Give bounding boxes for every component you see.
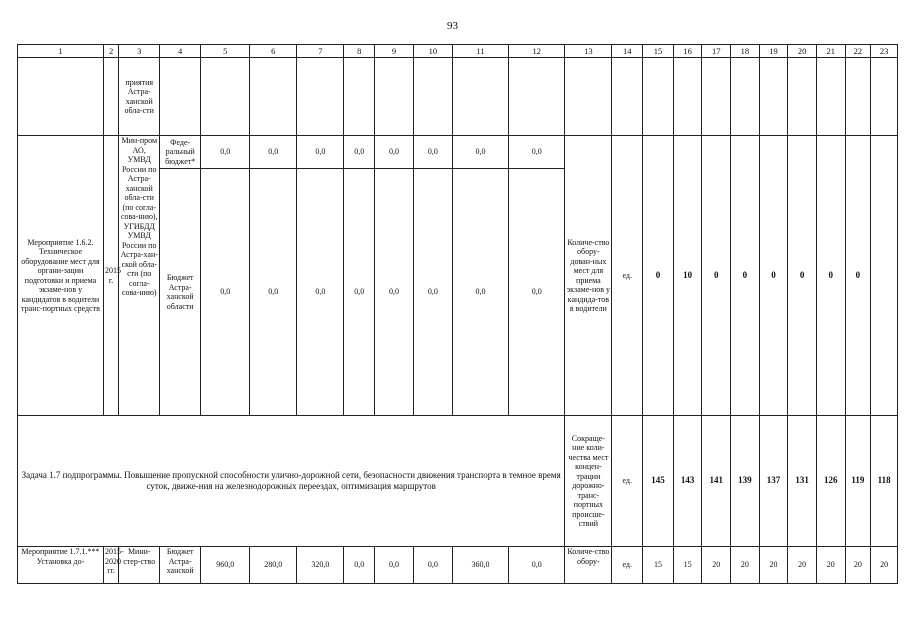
unit-cell: ед.	[612, 136, 643, 416]
col-header: 7	[297, 45, 344, 58]
col-header: 5	[201, 45, 250, 58]
target-cell: 20	[816, 547, 845, 584]
event-cell: Мероприятие 1.6.2. Техническое оборудование мест для органи-зации подготовки и приема экзаме-нов у кандидатов в водители транс-портных средств	[18, 136, 104, 416]
target-cell: 126	[816, 416, 845, 547]
target-cell: 20	[845, 547, 871, 584]
indicator-cell: Сокраще-ние коли-чества мест концен-трации дорожно-транс-портных происше-ствий	[565, 416, 612, 547]
target-cell: 15	[673, 547, 702, 584]
executor-cell: Мин-пром АО, УМВД России по Астра-ханской обла-сти (по согла-сова-нию), УГИБДД УМВД России по Астра-хан-ской обла-сти (по согла-сова-нию)	[119, 136, 160, 416]
year-cell: 2015-2020 гг.	[103, 547, 118, 584]
value-cell: 0,0	[375, 136, 414, 169]
value-cell: 0,0	[413, 547, 452, 584]
value-cell: 0,0	[201, 136, 250, 169]
col-header: 2	[103, 45, 118, 58]
value-cell: 0,0	[344, 547, 375, 584]
value-cell: 0,0	[452, 169, 508, 416]
event-cell: Мероприятие 1.7.1.*** Установка до-	[18, 547, 104, 584]
value-cell: 960,0	[201, 547, 250, 584]
col-header: 8	[344, 45, 375, 58]
source-cell: Бюджет Астра-ханской	[160, 547, 201, 584]
value-cell: 0,0	[452, 136, 508, 169]
value-cell: 0,0	[413, 169, 452, 416]
value-cell: 280,0	[250, 547, 297, 584]
col-header: 3	[119, 45, 160, 58]
value-cell: 0,0	[413, 136, 452, 169]
page-number: 93	[447, 20, 458, 32]
value-cell: 320,0	[297, 547, 344, 584]
unit-cell: ед.	[612, 416, 643, 547]
target-cell: 131	[788, 416, 817, 547]
indicator-cell: Количе-ство обору-	[565, 547, 612, 584]
value-cell: 360,0	[452, 547, 508, 584]
col-header: 13	[565, 45, 612, 58]
table-row	[18, 547, 898, 584]
value-cell: 0,0	[375, 169, 414, 416]
target-cell: 145	[643, 416, 674, 547]
target-cell: 0	[643, 136, 674, 416]
target-cell: 137	[759, 416, 788, 547]
value-cell: 0,0	[201, 169, 250, 416]
executor-cell: приятия Астра-ханской обла-сти	[119, 58, 160, 136]
table-row	[18, 416, 898, 547]
col-header: 23	[871, 45, 898, 58]
target-cell: 0	[731, 136, 760, 416]
col-header: 11	[452, 45, 508, 58]
executor-cell: Мини-стер-ство	[119, 547, 160, 584]
target-cell: 20	[788, 547, 817, 584]
target-cell: 0	[759, 136, 788, 416]
value-cell: 0,0	[297, 136, 344, 169]
col-header: 12	[509, 45, 565, 58]
col-header: 14	[612, 45, 643, 58]
target-cell: 118	[871, 416, 898, 547]
col-header: 18	[731, 45, 760, 58]
target-cell: 20	[702, 547, 731, 584]
target-cell: 0	[845, 136, 871, 416]
col-header: 22	[845, 45, 871, 58]
target-cell: 119	[845, 416, 871, 547]
value-cell: 0,0	[509, 547, 565, 584]
value-cell: 0,0	[297, 169, 344, 416]
target-cell: 10	[673, 136, 702, 416]
col-header: 4	[160, 45, 201, 58]
col-header: 6	[250, 45, 297, 58]
table-row	[18, 136, 898, 169]
target-cell: 141	[702, 416, 731, 547]
col-header: 15	[643, 45, 674, 58]
budget-table	[17, 44, 898, 584]
col-header: 9	[375, 45, 414, 58]
source-cell: Феде-ральный бюджет*	[160, 136, 201, 169]
target-cell: 143	[673, 416, 702, 547]
table-row	[18, 58, 898, 136]
value-cell: 0,0	[375, 547, 414, 584]
target-cell: 0	[816, 136, 845, 416]
col-header: 16	[673, 45, 702, 58]
unit-cell: ед.	[612, 547, 643, 584]
target-cell: 20	[871, 547, 898, 584]
target-cell: 0	[702, 136, 731, 416]
value-cell: 0,0	[250, 136, 297, 169]
target-cell: 15	[643, 547, 674, 584]
source-cell: Бюджет Астра-ханской области	[160, 169, 201, 416]
col-header: 10	[413, 45, 452, 58]
task-heading: Задача 1.7 подпрограммы. Повышение пропускной способности улично-дорожной сети, безопасности движения транспорта в темное время суток, движе-ния на железнодорожных переездах, оптимизация маршрутов	[18, 416, 565, 547]
col-header: 19	[759, 45, 788, 58]
value-cell: 0,0	[344, 169, 375, 416]
target-cell: 0	[788, 136, 817, 416]
value-cell: 0,0	[344, 136, 375, 169]
col-header: 1	[18, 45, 104, 58]
value-cell: 0,0	[509, 136, 565, 169]
target-cell: 20	[759, 547, 788, 584]
indicator-cell: Количе-ство обору-дован-ных мест для приема экзаме-нов у кандида-тов в водители	[565, 136, 612, 416]
target-cell: 139	[731, 416, 760, 547]
target-cell: 20	[731, 547, 760, 584]
year-cell: 2015 г.	[103, 136, 118, 416]
header-row	[18, 45, 898, 58]
col-header: 20	[788, 45, 817, 58]
value-cell: 0,0	[250, 169, 297, 416]
col-header: 21	[816, 45, 845, 58]
value-cell: 0,0	[509, 169, 565, 416]
col-header: 17	[702, 45, 731, 58]
